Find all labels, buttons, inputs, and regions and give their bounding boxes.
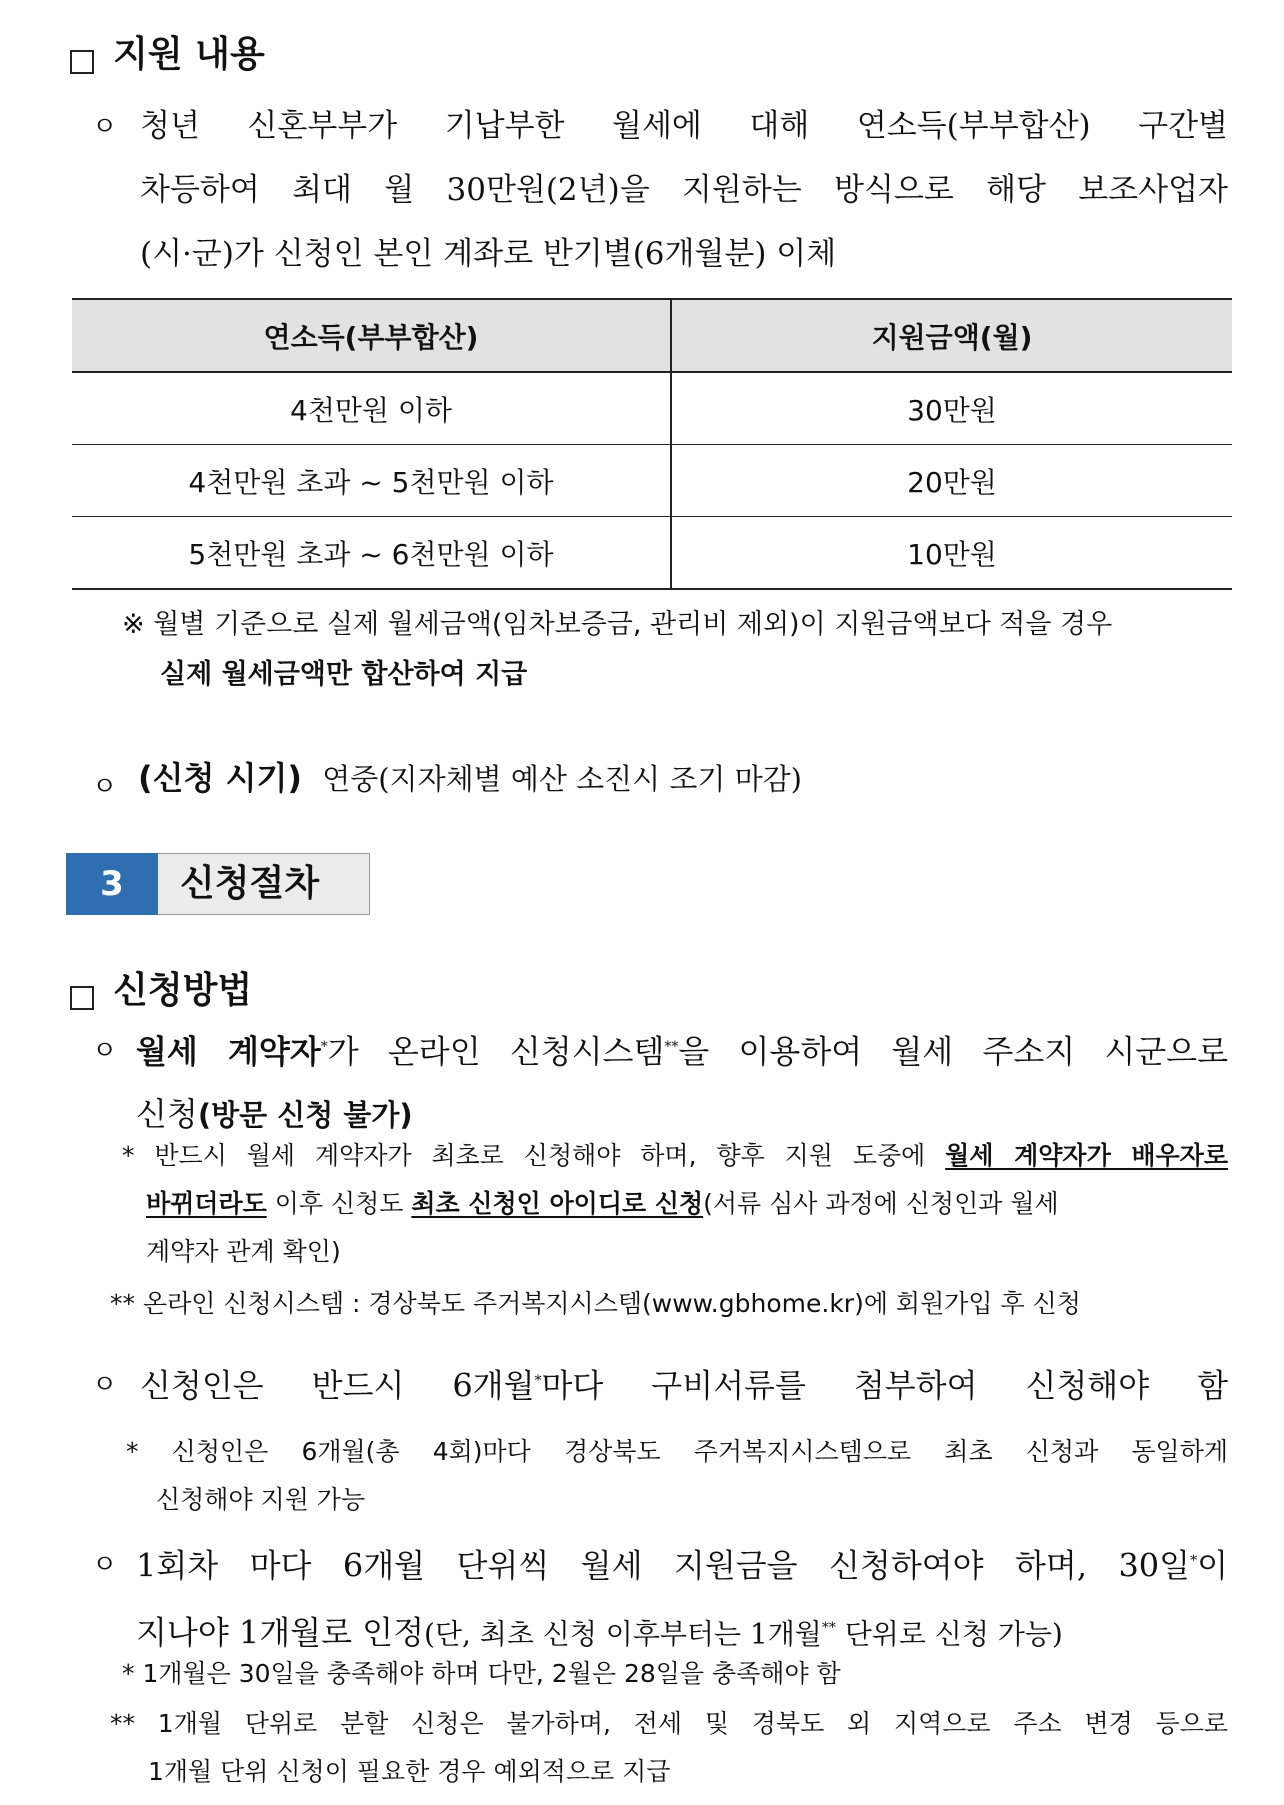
para1-line3: (시·군)가 신청인 본인 계좌로 반기별(6개월분) 이체 xyxy=(140,236,837,272)
method-item1-line1 xyxy=(136,1016,1228,1083)
table-header-row xyxy=(72,299,1232,372)
item2-a: 신청인은 반드시 6개월 xyxy=(140,1366,535,1405)
footnote-mark: * xyxy=(320,1039,328,1055)
footnote-3-line2: 신청해야 지원 가능 xyxy=(156,1485,366,1514)
table-header-income: 연소득(부부합산) xyxy=(72,299,671,372)
circle-bullet-icon: ㅇ xyxy=(92,1370,118,1400)
section-title: 신청절차 xyxy=(158,853,370,915)
note-line2: 실제 월세금액만 합산하여 지급 xyxy=(160,659,528,690)
footnote-2: ** 온라인 신청시스템 : 경상북도 주거복지시스템(www.gbhome.kr)에 회원가입 후 신청 xyxy=(110,1289,1081,1318)
section-heading-method xyxy=(70,962,252,1013)
note-line1: ※ 월별 기준으로 실제 월세금액(임차보증금, 관리비 제외)이 지원금액보다 적을 경우 xyxy=(122,609,1113,640)
application-timing xyxy=(138,752,802,805)
circle-bullet-icon: ㅇ xyxy=(92,112,118,142)
method-item3-line1 xyxy=(136,1530,1228,1597)
checkbox-square-icon xyxy=(70,50,94,74)
section-number-badge: 3 xyxy=(66,853,158,915)
no-visit-note: (방문 신청 불가) xyxy=(197,1097,413,1132)
heading-application-method: 신청방법 xyxy=(113,970,253,1011)
footnote-mark: ** xyxy=(664,1039,679,1055)
footnote-5 xyxy=(110,1700,1228,1796)
item1-line2-a: 신청 xyxy=(136,1094,198,1133)
heading-support-content: 지원 내용 xyxy=(113,34,265,75)
table-row xyxy=(72,517,1232,590)
method-item2 xyxy=(140,1350,1228,1417)
table-cell-income: 4천만원 이하 xyxy=(72,372,671,445)
footnote-mark: ** xyxy=(821,1619,836,1636)
table-cell-amount: 10만원 xyxy=(671,517,1232,590)
circle-bullet-icon: ㅇ xyxy=(92,1550,118,1580)
item3-b: 이 xyxy=(1197,1546,1228,1585)
paragraph-support-description xyxy=(140,94,1228,286)
footnote-3-line1: * 신청인은 6개월(총 4회)마다 경상북도 주거복지시스템으로 최초 신청과 동일하게 xyxy=(126,1437,1228,1466)
footnote-1 xyxy=(122,1132,1228,1276)
table-row xyxy=(72,372,1232,445)
footnote-4: * 1개월은 30일을 충족해야 하며 다만, 2월은 28일을 충족해야 함 xyxy=(122,1659,841,1688)
fn1-underline-3: 최초 신청인 아이디로 신청 xyxy=(411,1189,704,1218)
item3-a: 1회차 마다 6개월 단위씩 월세 지원금을 신청하여야 하며, 30일 xyxy=(136,1546,1191,1585)
table-cell-income: 5천만원 초과 ~ 6천만원 이하 xyxy=(72,517,671,590)
method-item1 xyxy=(136,1016,1228,1146)
table-row xyxy=(72,445,1232,517)
timing-text: 연중(지자체별 예산 소진시 조기 마감) xyxy=(322,762,802,796)
footnote-mark: * xyxy=(534,1373,542,1389)
checkbox-square-icon xyxy=(70,986,94,1010)
contractor-bold: 월세 계약자 xyxy=(136,1032,321,1071)
circle-bullet-icon: ㅇ xyxy=(92,772,118,802)
fn1-a: * 반드시 월세 계약자가 최초로 신청해야 하며, 향후 지원 도중에 xyxy=(122,1141,946,1170)
timing-label: (신청 시기) xyxy=(138,759,303,797)
fn1-underline-1: 월세 계약자가 배우자로 xyxy=(945,1141,1228,1170)
item1-end: 을 이용하여 월세 주소지 시군으로 xyxy=(678,1032,1228,1071)
support-amount-table xyxy=(72,298,1232,590)
footnote-3 xyxy=(126,1428,1228,1524)
item3-line2-c: 단위로 신청 가능) xyxy=(835,1617,1063,1651)
item1-mid: 가 온라인 신청시스템 xyxy=(327,1032,665,1071)
footnote-mark: * xyxy=(1190,1553,1198,1569)
para1-line1: 청년 신혼부부가 기납부한 월세에 대해 연소득(부부합산) 구간별 xyxy=(140,108,1228,144)
table-cell-amount: 30만원 xyxy=(671,372,1232,445)
table-header-amount: 지원금액(월) xyxy=(671,299,1232,372)
footnote-1-line2 xyxy=(122,1180,1228,1228)
item2-b: 마다 구비서류를 첨부하여 신청해야 함 xyxy=(541,1366,1228,1405)
table-cell-amount: 20만원 xyxy=(671,445,1232,517)
circle-bullet-icon: ㅇ xyxy=(92,1036,118,1066)
item3-line2-b: (단, 최초 신청 이후부터는 1개월 xyxy=(424,1617,822,1651)
fn1-b: 이후 신청도 xyxy=(266,1189,412,1218)
footnote-1-line3: 계약자 관계 확인) xyxy=(146,1237,341,1266)
item3-line2-a: 지나야 1개월로 인정 xyxy=(136,1613,424,1652)
para1-line2: 차등하여 최대 월 30만원(2년)을 지원하는 방식으로 해당 보조사업자 xyxy=(140,172,1228,208)
fn1-underline-2: 바뀌더라도 xyxy=(146,1189,267,1218)
footnote-5-line2: 1개월 단위 신청이 필요한 경우 예외적으로 지급 xyxy=(148,1757,671,1786)
footnote-1-line1 xyxy=(122,1132,1228,1180)
note-actual-rent xyxy=(122,600,1228,700)
method-item3 xyxy=(136,1530,1228,1665)
footnote-5-line1: ** 1개월 단위로 분할 신청은 불가하며, 전세 및 경북도 외 지역으로 주소 변경 등으로 xyxy=(110,1709,1228,1738)
section-heading-support xyxy=(70,26,265,77)
fn1-c: (서류 심사 과정에 신청인과 월세 xyxy=(703,1189,1059,1218)
table-cell-income: 4천만원 초과 ~ 5천만원 이하 xyxy=(72,445,671,517)
